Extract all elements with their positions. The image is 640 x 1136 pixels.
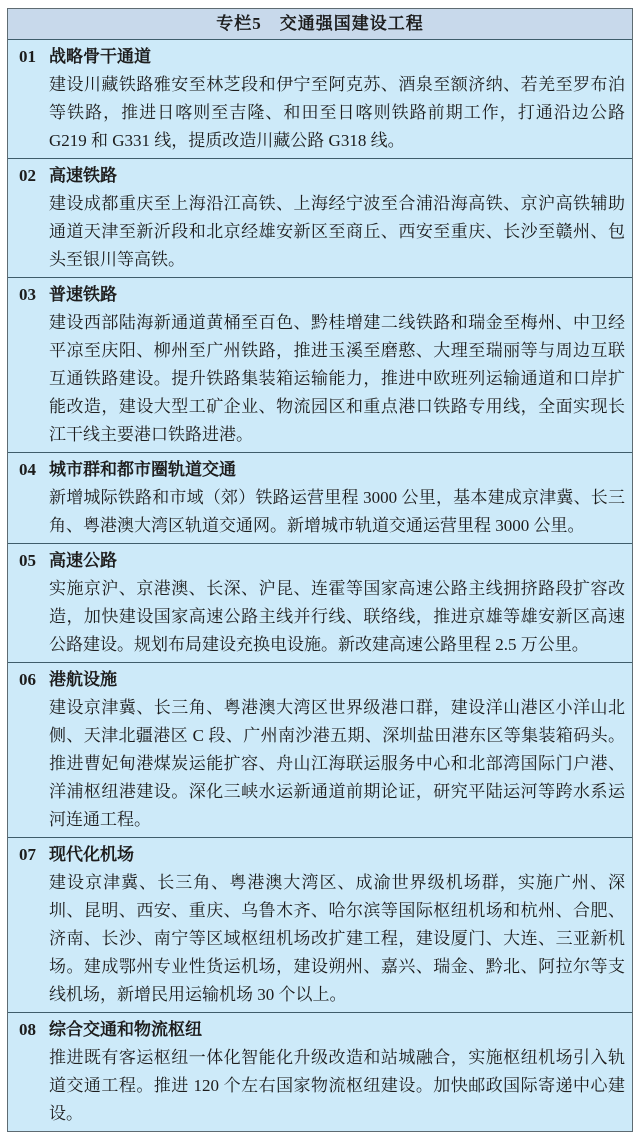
section-body: 建设京津冀、长三角、粤港澳大湾区世界级港口群，建设洋山港区小洋山北侧、天津北疆港区 C 段、广州南沙港五期、深圳盐田港东区等集装箱码头。推进曹妃甸港煤炭运能扩容、舟山江海联运服务中心和北部湾国际门户港、洋浦枢纽港建设。深化三峡水运新通道前期论证，研究平陆运河等跨水系运河连通工程。 (49, 698, 625, 829)
section-body: 实施京沪、京港澳、长深、沪昆、连霍等国家高速公路主线拥挤路段扩容改造，加快建设国家高速公路主线并行线、联络线，推进京雄等雄安新区高速公路建设。规划布局建设充换电设施。新改建高速公路里程 2.5 万公里。 (49, 579, 625, 654)
section-high-speed-rail (8, 158, 632, 277)
section-urban-rail-transit (8, 452, 632, 543)
section-number: 03 (19, 285, 36, 304)
section-body: 建设京津冀、长三角、粤港澳大湾区、成渝世界级机场群，实施广州、深圳、昆明、西安、重庆、乌鲁木齐、哈尔滨等国际枢纽机场和杭州、合肥、济南、长沙、南宁等区域枢纽机场改扩建工程，建设厦门、大连、三亚新机场。建成鄂州专业性货运机场，建设朔州、嘉兴、瑞金、黔北、阿拉尔等支线机场，新增民用运输机场 30 个以上。 (49, 873, 625, 1004)
section-number: 04 (19, 460, 36, 479)
box-transport-projects (7, 8, 633, 1132)
section-strategic-corridors (8, 40, 632, 158)
section-title: 现代化机场 (49, 845, 134, 864)
section-modern-airports (8, 837, 632, 1012)
section-title: 普速铁路 (49, 285, 117, 304)
section-header (19, 161, 625, 190)
section-body: 建设川藏铁路雅安至林芝段和伊宁至阿克苏、酒泉至额济纳、若羌至罗布泊等铁路，推进日喀则至吉隆、和田至日喀则铁路前期工作，打通沿边公路 G219 和 G331 线，提质改造川藏公路 G318 线。 (49, 75, 625, 150)
section-header (19, 280, 625, 309)
section-body: 新增城际铁路和市域（郊）铁路运营里程 3000 公里，基本建成京津冀、长三角、粤港澳大湾区轨道交通网。新增城市轨道交通运营里程 3000 公里。 (49, 488, 625, 535)
section-logistics-hubs (8, 1012, 632, 1131)
section-header (19, 42, 625, 71)
section-number: 08 (19, 1020, 36, 1039)
section-body: 建设西部陆海新通道黄桶至百色、黔桂增建二线铁路和瑞金至梅州、中卫经平凉至庆阳、柳州至广州铁路，推进玉溪至磨憨、大理至瑞丽等与周边互联互通铁路建设。提升铁路集装箱运输能力，推进中欧班列运输通道和口岸扩能改造，建设大型工矿企业、物流园区和重点港口铁路专用线，全面实现长江干线主要港口铁路进港。 (49, 313, 625, 444)
section-header (19, 665, 625, 694)
section-title: 综合交通和物流枢纽 (49, 1020, 202, 1039)
section-number: 02 (19, 166, 36, 185)
section-expressways (8, 543, 632, 662)
section-title: 高速公路 (49, 551, 117, 570)
section-title: 港航设施 (49, 670, 117, 689)
section-number: 06 (19, 670, 36, 689)
section-ports-shipping (8, 662, 632, 837)
section-normal-speed-rail (8, 277, 632, 452)
section-title: 城市群和都市圈轨道交通 (49, 460, 236, 479)
section-header (19, 546, 625, 575)
section-title: 高速铁路 (49, 166, 117, 185)
section-number: 05 (19, 551, 36, 570)
section-header (19, 455, 625, 484)
section-body: 推进既有客运枢纽一体化智能化升级改造和站城融合，实施枢纽机场引入轨道交通工程。推进 120 个左右国家物流枢纽建设。加快邮政国际寄递中心建设。 (49, 1048, 625, 1123)
section-number: 01 (19, 47, 36, 66)
section-header (19, 1015, 625, 1044)
section-number: 07 (19, 845, 36, 864)
section-title: 战略骨干通道 (49, 47, 151, 66)
section-body: 建设成都重庆至上海沿江高铁、上海经宁波至合浦沿海高铁、京沪高铁辅助通道天津至新沂段和北京经雄安新区至商丘、西安至重庆、长沙至赣州、包头至银川等高铁。 (49, 194, 625, 269)
section-header (19, 840, 625, 869)
panel-title: 专栏5 交通强国建设工程 (8, 9, 632, 40)
